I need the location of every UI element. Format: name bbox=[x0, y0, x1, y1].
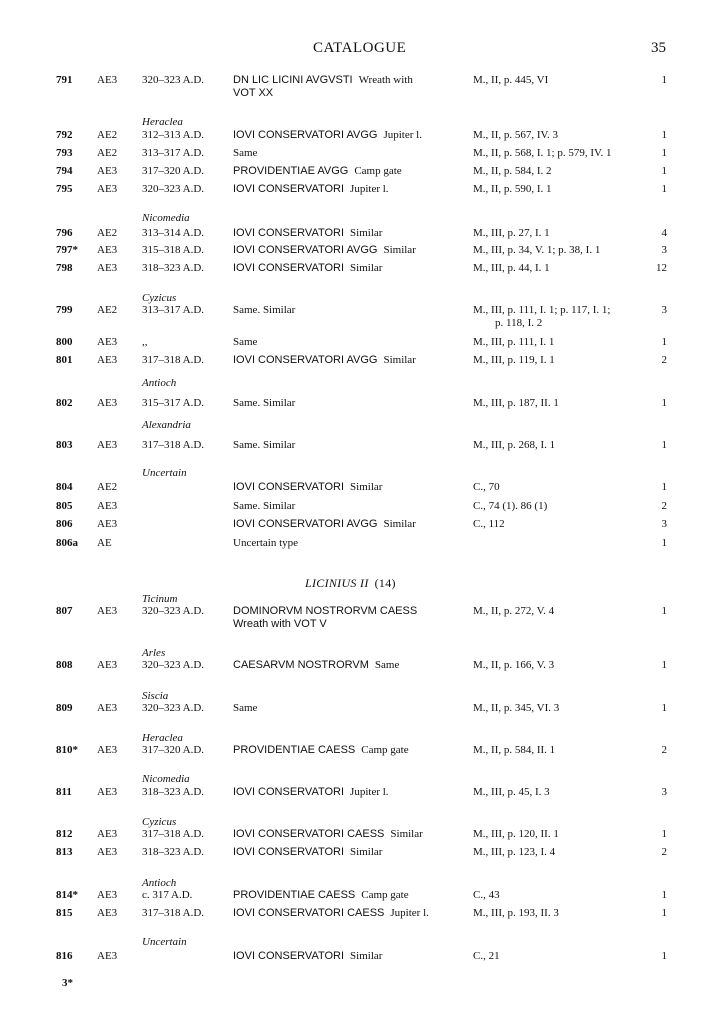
denomination: AE3 bbox=[97, 262, 118, 274]
quantity: 1 bbox=[661, 336, 667, 348]
reference-continuation bbox=[473, 963, 495, 975]
catalogue-number: 806a bbox=[56, 537, 78, 549]
catalogue-number: 800 bbox=[56, 336, 73, 348]
date-range: 318–323 A.D. bbox=[142, 786, 205, 798]
denomination: AE3 bbox=[97, 846, 118, 858]
legend-cell bbox=[233, 147, 257, 160]
reference-cell bbox=[473, 846, 555, 872]
date-range: ,, bbox=[142, 336, 148, 348]
reference: M., III, p. 34, V. 1; p. 38, I. 1 bbox=[473, 244, 601, 256]
type-description: Uncertain type bbox=[233, 537, 299, 549]
reference-continuation bbox=[473, 275, 495, 287]
legend-text: CAESARVM NOSTRORVM bbox=[233, 659, 369, 671]
legend-cell bbox=[233, 702, 257, 715]
mint-label: Heraclea bbox=[142, 116, 183, 128]
legend-cell bbox=[233, 950, 382, 963]
date-range: 320–323 A.D. bbox=[142, 183, 205, 195]
reference-cell bbox=[473, 786, 550, 812]
reference-cell bbox=[473, 183, 552, 209]
legend-cell bbox=[233, 165, 402, 178]
denomination: AE2 bbox=[97, 227, 118, 239]
denomination: AE2 bbox=[97, 147, 118, 159]
reference: M., III, p. 120, II. 1 bbox=[473, 828, 559, 840]
type-description: Same. Similar bbox=[233, 304, 296, 316]
type-description: Similar bbox=[350, 262, 383, 274]
mint-label: Nicomedia bbox=[142, 212, 190, 224]
signature-mark: 3* bbox=[62, 977, 73, 989]
reference-cell bbox=[473, 702, 559, 728]
type-description: Same bbox=[233, 336, 258, 348]
reference: M., III, p. 187, II. 1 bbox=[473, 397, 559, 409]
denomination: AE3 bbox=[97, 500, 118, 512]
legend-cell bbox=[233, 889, 409, 902]
denomination: AE3 bbox=[97, 397, 118, 409]
date-range: 317–318 A.D. bbox=[142, 907, 205, 919]
date-range: 320–323 A.D. bbox=[142, 605, 205, 617]
reference: M., III, p. 111, I. 1 bbox=[473, 336, 555, 348]
type-description: Same. Similar bbox=[233, 397, 296, 409]
reference-continuation bbox=[473, 367, 495, 379]
catalogue-number: 796 bbox=[56, 227, 73, 239]
reference: M., II, p. 445, VI bbox=[473, 74, 549, 86]
reference-continuation bbox=[473, 196, 495, 208]
date-range: 313–317 A.D. bbox=[142, 147, 205, 159]
quantity: 2 bbox=[661, 500, 667, 512]
legend-cell bbox=[233, 304, 295, 317]
legend-cell bbox=[233, 397, 295, 410]
reference: M., II, p. 584, II. 1 bbox=[473, 744, 556, 756]
page-number: 35 bbox=[651, 40, 666, 56]
type-description: Jupiter l. bbox=[390, 907, 429, 919]
date-range: 313–317 A.D. bbox=[142, 304, 205, 316]
reference: M., II, p. 166, V. 3 bbox=[473, 659, 555, 671]
legend-cell bbox=[233, 537, 298, 550]
reference-cell bbox=[473, 605, 554, 631]
reference-continuation bbox=[473, 618, 495, 630]
denomination: AE2 bbox=[97, 481, 118, 493]
catalogue-number: 791 bbox=[56, 74, 73, 86]
reference-cell bbox=[473, 907, 559, 933]
catalogue-number: 809 bbox=[56, 702, 73, 714]
mint-label: Nicomedia bbox=[142, 773, 190, 785]
denomination: AE bbox=[97, 537, 112, 549]
reference-cell bbox=[473, 354, 555, 380]
reference: C., 43 bbox=[473, 889, 500, 901]
reference: M., II, p. 567, IV. 3 bbox=[473, 129, 559, 141]
legend-cell bbox=[233, 227, 382, 240]
quantity: 1 bbox=[661, 165, 667, 177]
reference: C., 70 bbox=[473, 481, 500, 493]
type-description: Similar bbox=[350, 227, 383, 239]
legend-continuation: VOT XX bbox=[233, 87, 274, 99]
quantity: 1 bbox=[661, 828, 667, 840]
quantity: 4 bbox=[661, 227, 667, 239]
legend-text: IOVI CONSERVATORI CAESS bbox=[233, 907, 385, 919]
reference: M., II, p. 590, I. 1 bbox=[473, 183, 552, 195]
catalogue-number: 793 bbox=[56, 147, 73, 159]
denomination: AE3 bbox=[97, 605, 118, 617]
reference: M., III, p. 111, I. 1; p. 117, I. 1; bbox=[473, 304, 611, 316]
section-title-text: LICINIUS II bbox=[305, 576, 369, 590]
denomination: AE3 bbox=[97, 786, 118, 798]
mint-label: Siscia bbox=[142, 690, 169, 702]
legend-text: IOVI CONSERVATORI AVGG bbox=[233, 354, 378, 366]
legend-text: IOVI CONSERVATORI bbox=[233, 481, 345, 493]
reference: M., II, p. 584, I. 2 bbox=[473, 165, 552, 177]
reference: M., III, p. 27, I. 1 bbox=[473, 227, 550, 239]
mint-label: Uncertain bbox=[142, 467, 187, 479]
reference-continuation bbox=[473, 859, 495, 871]
legend-cell bbox=[233, 439, 295, 452]
legend-cell bbox=[233, 500, 295, 513]
type-description: Wreath with bbox=[358, 74, 413, 86]
catalogue-number: 806 bbox=[56, 518, 73, 530]
legend-cell bbox=[233, 605, 423, 631]
reference: M., III, p. 44, I. 1 bbox=[473, 262, 550, 274]
type-description: Same bbox=[374, 659, 400, 671]
legend-text: DOMINORVM NOSTRORVM CAESS bbox=[233, 605, 418, 617]
legend-text: IOVI CONSERVATORI bbox=[233, 183, 345, 195]
reference-continuation bbox=[473, 920, 495, 932]
type-description: Jupiter l. bbox=[350, 183, 389, 195]
type-description: Camp gate bbox=[354, 165, 402, 177]
mint-label: Antioch bbox=[142, 377, 177, 389]
quantity: 1 bbox=[661, 605, 667, 617]
catalogue-number: 795 bbox=[56, 183, 73, 195]
quantity: 1 bbox=[661, 397, 667, 409]
catalogue-number: 811 bbox=[56, 786, 72, 798]
type-description: Same bbox=[233, 147, 258, 159]
legend-cell bbox=[233, 354, 416, 367]
quantity: 1 bbox=[661, 702, 667, 714]
type-description: Same bbox=[233, 702, 258, 714]
date-range: 315–318 A.D. bbox=[142, 244, 205, 256]
legend-text: IOVI CONSERVATORI bbox=[233, 786, 345, 798]
type-description: Similar bbox=[350, 846, 383, 858]
reference-continuation bbox=[473, 87, 495, 99]
date-range: 317–318 A.D. bbox=[142, 439, 205, 451]
reference-continuation bbox=[473, 452, 495, 464]
legend-cell bbox=[233, 336, 257, 349]
reference-cell bbox=[473, 439, 555, 465]
legend-text: PROVIDENTIAE CAESS bbox=[233, 744, 356, 756]
date-range: 320–323 A.D. bbox=[142, 659, 205, 671]
quantity: 1 bbox=[661, 889, 667, 901]
quantity: 1 bbox=[661, 147, 667, 159]
legend-text: PROVIDENTIAE AVGG bbox=[233, 165, 349, 177]
type-description: Similar bbox=[383, 518, 416, 530]
denomination: AE3 bbox=[97, 889, 118, 901]
quantity: 3 bbox=[661, 786, 667, 798]
mint-label: Heraclea bbox=[142, 732, 183, 744]
reference-cell bbox=[473, 262, 550, 288]
catalogue-number: 804 bbox=[56, 481, 73, 493]
denomination: AE3 bbox=[97, 702, 118, 714]
quantity: 2 bbox=[661, 846, 667, 858]
quantity: 1 bbox=[661, 74, 667, 86]
legend-cell bbox=[233, 659, 399, 672]
denomination: AE3 bbox=[97, 354, 118, 366]
page-header bbox=[0, 40, 719, 64]
legend-cell bbox=[233, 744, 409, 757]
quantity: 1 bbox=[661, 183, 667, 195]
catalogue-number: 812 bbox=[56, 828, 73, 840]
reference: M., III, p. 268, I. 1 bbox=[473, 439, 556, 451]
catalogue-number: 816 bbox=[56, 950, 73, 962]
reference: M., III, p. 123, I. 4 bbox=[473, 846, 556, 858]
quantity: 1 bbox=[661, 907, 667, 919]
catalogue-number: 801 bbox=[56, 354, 73, 366]
reference-cell bbox=[473, 397, 559, 423]
reference: M., II, p. 272, V. 4 bbox=[473, 605, 555, 617]
page-title: CATALOGUE bbox=[313, 40, 407, 56]
type-description: Camp gate bbox=[361, 889, 409, 901]
denomination: AE2 bbox=[97, 304, 118, 316]
legend-cell bbox=[233, 518, 416, 531]
reference-cell bbox=[473, 659, 554, 685]
mint-label: Cyzicus bbox=[142, 292, 177, 304]
legend-cell bbox=[233, 244, 416, 257]
date-range: 317–318 A.D. bbox=[142, 828, 205, 840]
mint-label: Arles bbox=[142, 647, 166, 659]
denomination: AE3 bbox=[97, 744, 118, 756]
type-description: Same. Similar bbox=[233, 500, 296, 512]
quantity: 1 bbox=[661, 481, 667, 493]
reference: C., 74 (1). 86 (1) bbox=[473, 500, 548, 512]
date-range: 317–320 A.D. bbox=[142, 165, 205, 177]
date-range: 315–317 A.D. bbox=[142, 397, 205, 409]
denomination: AE3 bbox=[97, 828, 118, 840]
quantity: 1 bbox=[661, 659, 667, 671]
legend-cell bbox=[233, 481, 382, 494]
type-description: Jupiter l. bbox=[350, 786, 389, 798]
type-description: Similar bbox=[350, 481, 383, 493]
legend-cell bbox=[233, 74, 413, 100]
date-range: 312–313 A.D. bbox=[142, 129, 205, 141]
catalogue-number: 814* bbox=[56, 889, 78, 901]
denomination: AE3 bbox=[97, 336, 118, 348]
catalogue-number: 794 bbox=[56, 165, 73, 177]
type-description: Same. Similar bbox=[233, 439, 296, 451]
catalogue-number: 813 bbox=[56, 846, 73, 858]
reference-continuation bbox=[473, 550, 495, 562]
reference-cell bbox=[473, 950, 500, 976]
date-range: c. 317 A.D. bbox=[142, 889, 193, 901]
reference-cell bbox=[473, 744, 555, 770]
type-description: Camp gate bbox=[361, 744, 409, 756]
denomination: AE3 bbox=[97, 244, 118, 256]
reference: M., III, p. 193, II. 3 bbox=[473, 907, 559, 919]
quantity: 3 bbox=[661, 304, 667, 316]
denomination: AE3 bbox=[97, 74, 118, 86]
reference-continuation bbox=[473, 757, 495, 769]
legend-cell bbox=[233, 129, 422, 142]
catalogue-number: 815 bbox=[56, 907, 73, 919]
type-description: Similar bbox=[383, 244, 416, 256]
type-description: Similar bbox=[383, 354, 416, 366]
legend-cell bbox=[233, 846, 382, 859]
date-range: 317–320 A.D. bbox=[142, 744, 205, 756]
quantity: 1 bbox=[661, 537, 667, 549]
reference-cell bbox=[473, 537, 495, 563]
legend-continuation: Wreath with VOT V bbox=[233, 618, 327, 630]
reference-continuation bbox=[473, 410, 495, 422]
legend-text: IOVI CONSERVATORI bbox=[233, 950, 345, 962]
legend-text: IOVI CONSERVATORI bbox=[233, 227, 345, 239]
catalogue-number: 798 bbox=[56, 262, 73, 274]
mint-label: Uncertain bbox=[142, 936, 187, 948]
reference-cell bbox=[473, 304, 610, 330]
mint-label: Alexandria bbox=[142, 419, 191, 431]
type-description: Jupiter l. bbox=[383, 129, 422, 141]
date-range: 320–323 A.D. bbox=[142, 702, 205, 714]
catalogue-number: 792 bbox=[56, 129, 73, 141]
reference: M., II, p. 345, VI. 3 bbox=[473, 702, 560, 714]
date-range: 318–323 A.D. bbox=[142, 846, 205, 858]
catalogue-number: 807 bbox=[56, 605, 73, 617]
reference-continuation bbox=[473, 715, 495, 727]
quantity: 2 bbox=[661, 744, 667, 756]
catalogue-number: 802 bbox=[56, 397, 73, 409]
legend-text: PROVIDENTIAE CAESS bbox=[233, 889, 356, 901]
catalogue-number: 808 bbox=[56, 659, 73, 671]
reference-continuation bbox=[473, 672, 495, 684]
catalogue-number: 797* bbox=[56, 244, 78, 256]
legend-cell bbox=[233, 828, 423, 841]
denomination: AE3 bbox=[97, 183, 118, 195]
date-range: 320–323 A.D. bbox=[142, 74, 205, 86]
denomination: AE3 bbox=[97, 950, 118, 962]
catalogue-number: 799 bbox=[56, 304, 73, 316]
mint-label: Cyzicus bbox=[142, 816, 177, 828]
quantity: 3 bbox=[661, 244, 667, 256]
denomination: AE3 bbox=[97, 165, 118, 177]
mint-label: Ticinum bbox=[142, 593, 178, 605]
quantity: 1 bbox=[661, 439, 667, 451]
legend-text: IOVI CONSERVATORI bbox=[233, 262, 345, 274]
denomination: AE3 bbox=[97, 907, 118, 919]
type-description: Similar bbox=[350, 950, 383, 962]
legend-text: IOVI CONSERVATORI AVGG bbox=[233, 129, 378, 141]
legend-cell bbox=[233, 183, 389, 196]
type-description: Similar bbox=[390, 828, 423, 840]
legend-cell bbox=[233, 786, 389, 799]
date-range: 318–323 A.D. bbox=[142, 262, 205, 274]
legend-text: IOVI CONSERVATORI AVGG bbox=[233, 518, 378, 530]
catalogue-number: 803 bbox=[56, 439, 73, 451]
quantity: 3 bbox=[661, 518, 667, 530]
reference: C., 112 bbox=[473, 518, 505, 530]
quantity: 12 bbox=[656, 262, 667, 274]
denomination: AE3 bbox=[97, 439, 118, 451]
catalogue-number: 805 bbox=[56, 500, 73, 512]
quantity: 2 bbox=[661, 354, 667, 366]
legend-text: IOVI CONSERVATORI bbox=[233, 846, 345, 858]
reference: M., II, p. 568, I. 1; p. 579, IV. 1 bbox=[473, 147, 612, 159]
denomination: AE2 bbox=[97, 129, 118, 141]
reference: C., 21 bbox=[473, 950, 500, 962]
mint-label: Antioch bbox=[142, 877, 177, 889]
section-title bbox=[305, 576, 396, 591]
legend-text: DN LIC LICINI AVGVSTI bbox=[233, 74, 353, 86]
denomination: AE3 bbox=[97, 518, 118, 530]
date-range: 313–314 A.D. bbox=[142, 227, 205, 239]
section-count: (14) bbox=[374, 576, 396, 590]
legend-text: IOVI CONSERVATORI AVGG bbox=[233, 244, 378, 256]
quantity: 1 bbox=[661, 950, 667, 962]
legend-cell bbox=[233, 262, 382, 275]
reference-continuation bbox=[473, 799, 495, 811]
reference-cell bbox=[473, 74, 548, 100]
reference: M., III, p. 45, I. 3 bbox=[473, 786, 550, 798]
quantity: 1 bbox=[661, 129, 667, 141]
denomination: AE3 bbox=[97, 659, 118, 671]
reference-continuation: p. 118, I. 2 bbox=[495, 317, 543, 329]
legend-cell bbox=[233, 907, 429, 920]
reference: M., III, p. 119, I. 1 bbox=[473, 354, 555, 366]
date-range: 317–318 A.D. bbox=[142, 354, 205, 366]
catalogue-number: 810* bbox=[56, 744, 78, 756]
legend-text: IOVI CONSERVATORI CAESS bbox=[233, 828, 385, 840]
